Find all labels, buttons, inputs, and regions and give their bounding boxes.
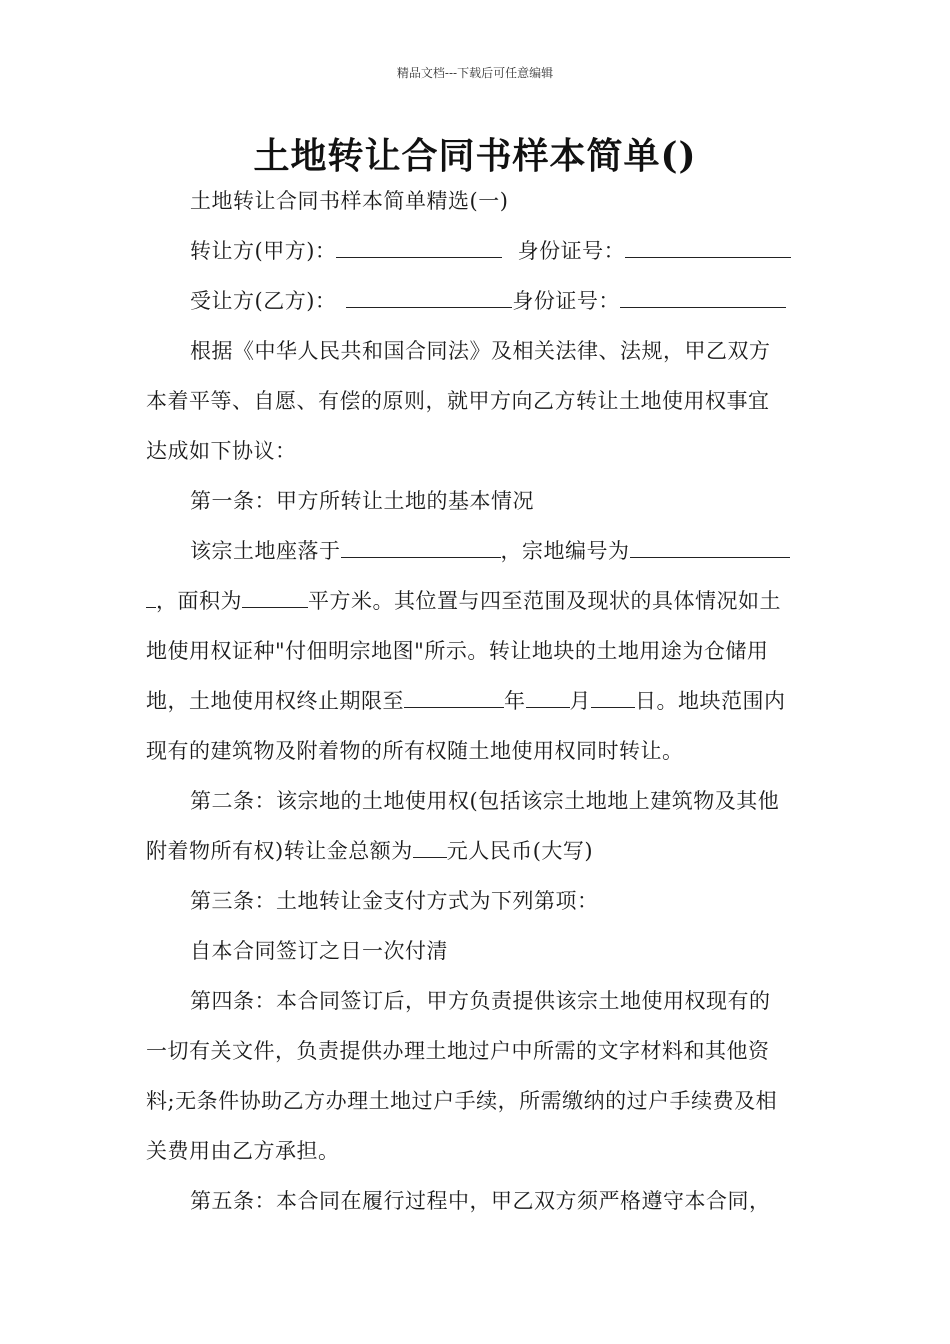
document-title: 土地转让合同书样本简单(): [253, 135, 697, 177]
amount-blank: [413, 837, 447, 858]
location-label: 该宗土地座落于: [190, 539, 341, 563]
area-unit-text: 平方米。其位置与四至范围及现状的具体情况如土: [308, 589, 781, 613]
term-year-blank: [404, 687, 504, 708]
month-label: 月: [569, 689, 591, 713]
location-blank: [341, 537, 501, 558]
article4-line-3: 料;无条件协助乙方办理土地过户手续，所需缴纳的过户手续费及相: [146, 1089, 778, 1113]
article1-term-line: [146, 686, 806, 716]
transferor-line: [190, 236, 806, 266]
transferee-name-blank: [346, 287, 512, 308]
amount-currency-text: 元人民币(大写): [446, 839, 594, 863]
article1-area-line: [146, 586, 806, 616]
area-label: ，面积为: [156, 589, 242, 613]
transferor-label: 转让方(甲方)：: [190, 239, 337, 263]
intro-line-1: 根据《中华人民共和国合同法》及相关法律、法规，甲乙双方: [190, 339, 771, 363]
transferee-line: [190, 286, 806, 316]
header-note: 精品文档---下载后可任意编辑: [396, 66, 554, 80]
article1-line-5: 现有的建筑物及附着物的所有权随土地使用权同时转让。: [146, 739, 684, 763]
intro-line-2: 本着平等、自愿、有偿的原则，就甲方向乙方转让土地使用权事宜: [146, 389, 770, 413]
transferee-id-label: 身份证号：: [512, 289, 620, 313]
document-subtitle: 土地转让合同书样本简单精选(一): [190, 189, 509, 213]
article5-line-1: 第五条：本合同在履行过程中，甲乙双方须严格遵守本合同，: [190, 1189, 771, 1213]
parcel-number-label: ，宗地编号为: [500, 539, 630, 563]
article1-heading: 第一条：甲方所转让土地的基本情况: [190, 489, 534, 513]
article4-line-2: 一切有关文件，负责提供办理土地过户中所需的文字材料和其他资: [146, 1039, 770, 1063]
article3-line-1: 第三条：土地转让金支付方式为下列第项：: [190, 889, 599, 913]
article4-line-1: 第四条：本合同签订后，甲方负责提供该宗土地使用权现有的: [190, 989, 771, 1013]
article1-location-line: [190, 536, 806, 566]
year-label: 年: [504, 689, 526, 713]
transferor-id-label: 身份证号：: [517, 239, 626, 263]
intro-line-3: 达成如下协议：: [146, 439, 297, 463]
amount-label: 附着物所有权)转让金总额为: [146, 839, 413, 863]
parcel-number-blank: [630, 537, 790, 558]
article3-line-2: 自本合同签订之日一次付清: [190, 939, 448, 963]
parcel-number-blank-cont: [146, 587, 156, 608]
article2-amount-line: [146, 836, 806, 866]
article2-line-1: 第二条：该宗地的土地使用权(包括该宗土地地上建筑物及其他: [190, 789, 780, 813]
article4-line-4: 关费用由乙方承担。: [146, 1139, 340, 1163]
transferor-id-blank: [625, 237, 791, 258]
transferee-label: 受让方(乙方)：: [190, 289, 337, 313]
term-month-blank: [526, 687, 570, 708]
transferor-name-blank: [336, 237, 502, 258]
term-day-blank: [591, 687, 635, 708]
area-blank: [242, 587, 308, 608]
day-label: 日。地块范围内: [635, 689, 786, 713]
article1-line-3: 地使用权证种"付佃明宗地图"所示。转让地块的土地用途为仓储用: [146, 639, 769, 663]
transferee-id-blank: [620, 287, 786, 308]
term-label: 地，土地使用权终止期限至: [146, 689, 404, 713]
